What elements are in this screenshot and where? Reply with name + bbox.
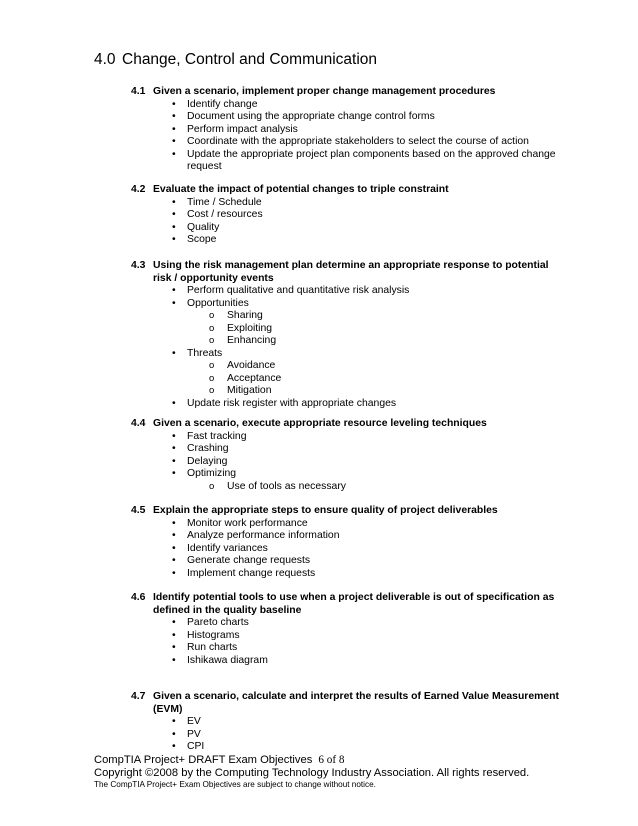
list-item <box>131 456 561 469</box>
list-item-text: EV <box>187 716 201 727</box>
bullet-icon: • <box>172 196 176 208</box>
objective-section <box>131 592 561 667</box>
list-item <box>131 348 561 361</box>
objective-section <box>131 260 561 410</box>
objective-heading <box>131 592 561 617</box>
objective-section <box>131 691 561 754</box>
list-item <box>131 209 561 222</box>
objective-section <box>131 505 561 580</box>
list-item <box>131 234 561 247</box>
list-item-text: Update the appropriate project plan components based on the approved change request <box>187 148 556 172</box>
bullet-icon: • <box>172 111 176 122</box>
sub-list-item <box>131 360 561 373</box>
circle-bullet-icon: o <box>209 322 215 334</box>
bullet-icon: • <box>172 517 176 529</box>
sub-list-item-text: Enhancing <box>227 335 277 346</box>
objective-items <box>131 285 561 410</box>
sub-list-item-text: Use of tools as necessary <box>227 480 346 492</box>
list-item <box>131 630 561 643</box>
list-item-text: Histograms <box>187 629 240 641</box>
bullet-icon: • <box>172 617 176 628</box>
page-title-text: Change, Control and Communication <box>122 51 378 68</box>
sub-list-item <box>131 481 561 494</box>
objective-title: Given a scenario, calculate and interpret the results of Earned Value Measurement (EVM) <box>153 691 559 715</box>
list-item-text: Quality <box>187 221 220 233</box>
bullet-icon: • <box>172 98 176 110</box>
bullet-icon: • <box>172 209 176 220</box>
list-item <box>131 555 561 568</box>
list-item <box>131 197 561 210</box>
objective-title: Using the risk management plan determine an appropriate response to potential risk / opportunity events <box>153 260 549 284</box>
bullet-icon: • <box>172 136 176 147</box>
sub-list-item-text: Exploiting <box>227 322 273 334</box>
objective-title: Identify potential tools to use when a project deliverable is out of specification as defined in the quality baseline <box>153 592 555 616</box>
list-item <box>131 398 561 411</box>
list-item-text: Fast tracking <box>187 430 247 442</box>
objective-title: Given a scenario, implement proper change management procedures <box>153 86 496 97</box>
objective-items <box>131 431 561 494</box>
objective-number: 4.7 <box>131 691 146 702</box>
bullet-icon: • <box>172 567 176 579</box>
circle-bullet-icon: o <box>209 360 215 371</box>
objective-heading <box>131 418 561 431</box>
bullet-icon: • <box>172 741 176 752</box>
bullet-icon: • <box>172 148 176 160</box>
list-item <box>131 741 561 754</box>
list-item-text: Document using the appropriate change control forms <box>187 111 435 122</box>
bullet-icon: • <box>172 455 176 467</box>
bullet-icon: • <box>172 555 176 566</box>
list-item <box>131 285 561 298</box>
objective-title: Evaluate the impact of potential changes to triple constraint <box>153 184 449 195</box>
bullet-icon: • <box>172 297 176 309</box>
list-item <box>131 568 561 581</box>
list-item <box>131 99 561 112</box>
objective-items <box>131 99 561 174</box>
list-item <box>131 655 561 668</box>
circle-bullet-icon: o <box>209 335 215 346</box>
page-title <box>94 51 377 69</box>
bullet-icon: • <box>172 221 176 233</box>
list-item <box>131 518 561 531</box>
list-item-text: Monitor work performance <box>187 517 308 529</box>
objective-items <box>131 518 561 581</box>
list-item-text: Ishikawa diagram <box>187 654 268 666</box>
footer-copyright: Copyright ©2008 by the Computing Technology Industry Association. All rights reserved. <box>94 767 530 779</box>
list-item-text: Optimizing <box>187 468 237 479</box>
objective-number: 4.5 <box>131 505 146 516</box>
sub-list-item <box>131 323 561 336</box>
objective-title: Given a scenario, execute appropriate resource leveling techniques <box>153 418 487 429</box>
sub-list-item-text: Avoidance <box>227 360 276 371</box>
list-item <box>131 729 561 742</box>
list-item-text: Cost / resources <box>187 209 263 220</box>
circle-bullet-icon: o <box>209 372 215 384</box>
list-item-text: Run charts <box>187 642 238 653</box>
bullet-icon: • <box>172 123 176 135</box>
objective-number: 4.6 <box>131 592 146 603</box>
sub-list-item-text: Mitigation <box>227 385 272 396</box>
circle-bullet-icon: o <box>209 480 215 492</box>
list-item-text: Scope <box>187 234 217 245</box>
list-item <box>131 111 561 124</box>
list-item <box>131 617 561 630</box>
objective-heading <box>131 505 561 518</box>
list-item-text: Analyze performance information <box>187 530 340 541</box>
list-item <box>131 136 561 149</box>
sub-list-item <box>131 385 561 398</box>
footer-page-number: 6 of 8 <box>318 754 345 766</box>
list-item <box>131 149 561 174</box>
objective-heading <box>131 86 561 99</box>
bullet-icon: • <box>172 654 176 666</box>
list-item <box>131 468 561 481</box>
list-item <box>131 543 561 556</box>
bullet-icon: • <box>172 728 176 740</box>
footer-doc-title: CompTIA Project+ DRAFT Exam Objectives <box>94 754 313 766</box>
list-item-text: Generate change requests <box>187 555 311 566</box>
objective-items <box>131 617 561 667</box>
list-item-text: Opportunities <box>187 297 249 309</box>
list-item-text: CPI <box>187 741 205 752</box>
list-item <box>131 298 561 311</box>
bullet-icon: • <box>172 542 176 554</box>
list-item-text: Update risk register with appropriate changes <box>187 397 397 409</box>
sub-list-item <box>131 373 561 386</box>
list-item-text: Delaying <box>187 455 228 467</box>
objective-heading <box>131 184 561 197</box>
list-item <box>131 222 561 235</box>
bullet-icon: • <box>172 430 176 442</box>
bullet-icon: • <box>172 285 176 296</box>
list-item <box>131 530 561 543</box>
objective-heading <box>131 260 561 285</box>
objective-number: 4.4 <box>131 418 146 429</box>
sub-list-item <box>131 335 561 348</box>
list-item <box>131 431 561 444</box>
objective-number: 4.1 <box>131 86 146 97</box>
list-item <box>131 716 561 729</box>
objective-section <box>131 86 561 174</box>
list-item-text: Perform impact analysis <box>187 123 298 135</box>
list-item-text: Perform qualitative and quantitative risk analysis <box>187 285 410 296</box>
bullet-icon: • <box>172 397 176 409</box>
footer-doc-title-line <box>94 754 344 766</box>
list-item-text: Identify variances <box>187 542 268 554</box>
objective-section <box>131 418 561 493</box>
list-item <box>131 642 561 655</box>
bullet-icon: • <box>172 443 176 454</box>
bullet-icon: • <box>172 530 176 541</box>
bullet-icon: • <box>172 642 176 653</box>
objective-title: Explain the appropriate steps to ensure quality of project deliverables <box>153 505 498 516</box>
bullet-icon: • <box>172 347 176 359</box>
sub-list-item <box>131 310 561 323</box>
sub-list-item-text: Sharing <box>227 310 263 321</box>
objective-items <box>131 716 561 754</box>
bullet-icon: • <box>172 629 176 641</box>
bullet-icon: • <box>172 234 176 245</box>
bullet-icon: • <box>172 716 176 727</box>
objective-items <box>131 197 561 247</box>
page-title-number: 4.0 <box>94 51 116 68</box>
sub-list-item-text: Acceptance <box>227 372 282 384</box>
list-item-text: Crashing <box>187 443 229 454</box>
circle-bullet-icon: o <box>209 385 215 396</box>
list-item <box>131 443 561 456</box>
objective-number: 4.3 <box>131 260 146 271</box>
list-item-text: Implement change requests <box>187 567 316 579</box>
list-item <box>131 124 561 137</box>
objective-section <box>131 184 561 247</box>
objective-heading <box>131 691 561 716</box>
list-item-text: Threats <box>187 347 223 359</box>
bullet-icon: • <box>172 468 176 479</box>
list-item-text: PV <box>187 728 201 740</box>
footer-notice: The CompTIA Project+ Exam Objectives are subject to change without notice. <box>94 780 376 789</box>
list-item-text: Identify change <box>187 98 258 110</box>
objective-number: 4.2 <box>131 184 146 195</box>
list-item-text: Pareto charts <box>187 617 249 628</box>
list-item-text: Coordinate with the appropriate stakeholders to select the course of action <box>187 136 529 147</box>
circle-bullet-icon: o <box>209 310 215 321</box>
list-item-text: Time / Schedule <box>187 196 262 208</box>
